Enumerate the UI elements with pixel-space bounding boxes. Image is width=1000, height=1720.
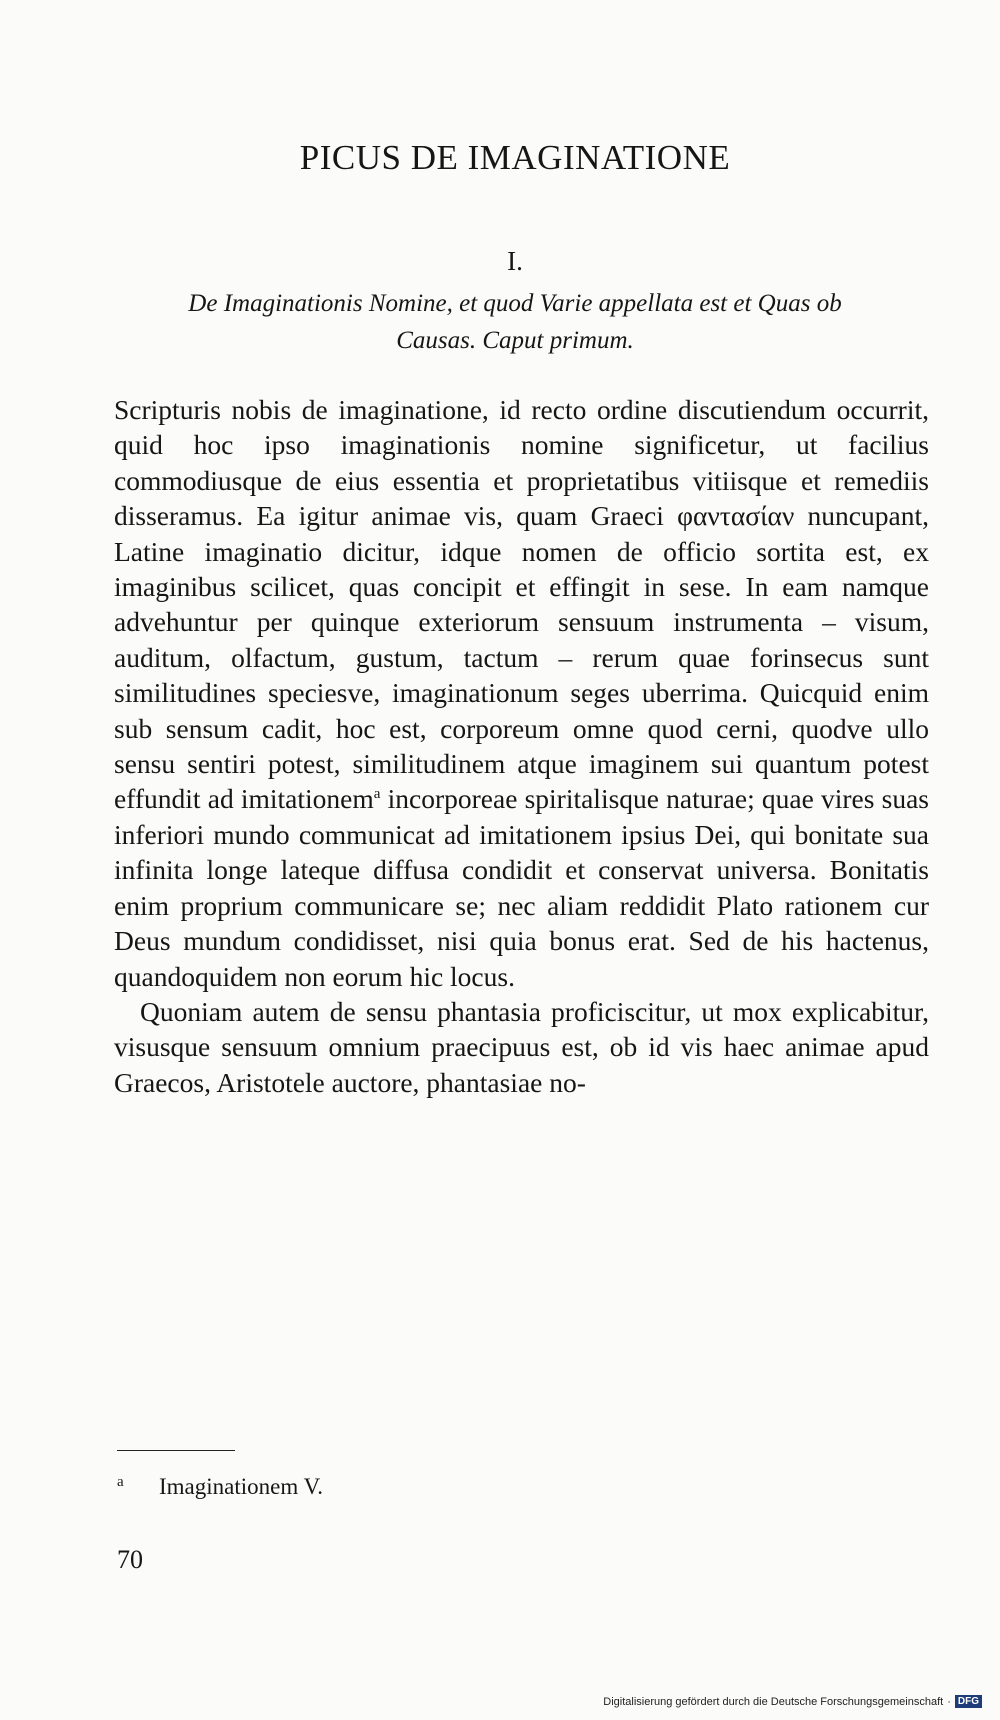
paragraph-1-text-a: Scripturis nobis de imaginatione, id recto ordine discutiendum occurrit, quid hoc ipso imaginationis nomine significetur, ut facilius commodiusque de eius essentia et proprietatibus vitiisque et remediis disseramus. Ea igitur animae vis, quam Graeci φαντασίαν nuncupant, Latine imaginatio dicitur, idque nomen de officio sortita est, ex imaginibus scilicet, quas concipit et effingit in sese. In eam namque advehuntur per quinque exteriorum sensuum instrumenta – visum, auditum, olfactum, gustum, tactum – rerum quae forinsecus sunt similitudines speciesve, imaginationum seges uberrima. Quicquid enim sub sensum cadit, hoc est, corporeum omne quod cerni, quodve ullo sensu sentiri potest, similitudinem atque imaginem sui quantum potest effundit ad imitationem [114,394,929,815]
footnote-reference[interactable]: a [373,786,381,803]
digitization-credit: Digitalisierung gefördert durch die Deutsche Forschungsgemeinschaft · DFG [603,1695,982,1708]
footnote-marker: a [117,1474,124,1490]
running-title: PICUS DE IMAGINATIONE [299,138,731,177]
chapter-heading-line-1: De Imaginationis Nomine, et quod Varie appellata est et Quas ob [188,290,842,317]
footnote [117,1474,323,1500]
footnote-text: Imaginationem V. [159,1474,323,1499]
chapter-heading-line-2: Causas. Caput primum. [396,327,634,354]
paragraph-1-text-b: incorporeae spiritalisque naturae; quae vires suas inferiori mundo communicat ad imitationem ipsius Dei, qui bonitate sua infinita longe lateque diffusa condidit et conservat universa. Bonitatis enim proprium communicare se; nec aliam reddidit Plato rationem cur Deus mundum condidisset, nisi quia bonus erat. Sed de his hactenus, quandoquidem non eorum hic locus. [114,783,929,992]
chapter-number: I. [507,246,523,276]
footnote-divider [117,1450,235,1451]
chapter-heading [120,285,910,359]
body-text [114,392,929,1100]
credit-text: Digitalisierung gefördert durch die Deutsche Forschungsgemeinschaft [603,1695,944,1708]
paragraph-1 [114,392,929,994]
page-number: 70 [117,1545,143,1574]
paragraph-2: Quoniam autem de sensu phantasia proficiscitur, ut mox explicabitur, visusque sensuum omnium praecipuus est, ob id vis haec animae apud Graecos, Aristotele auctore, phantasiae no- [114,995,929,1098]
dfg-logo-icon: DFG [955,1695,982,1708]
